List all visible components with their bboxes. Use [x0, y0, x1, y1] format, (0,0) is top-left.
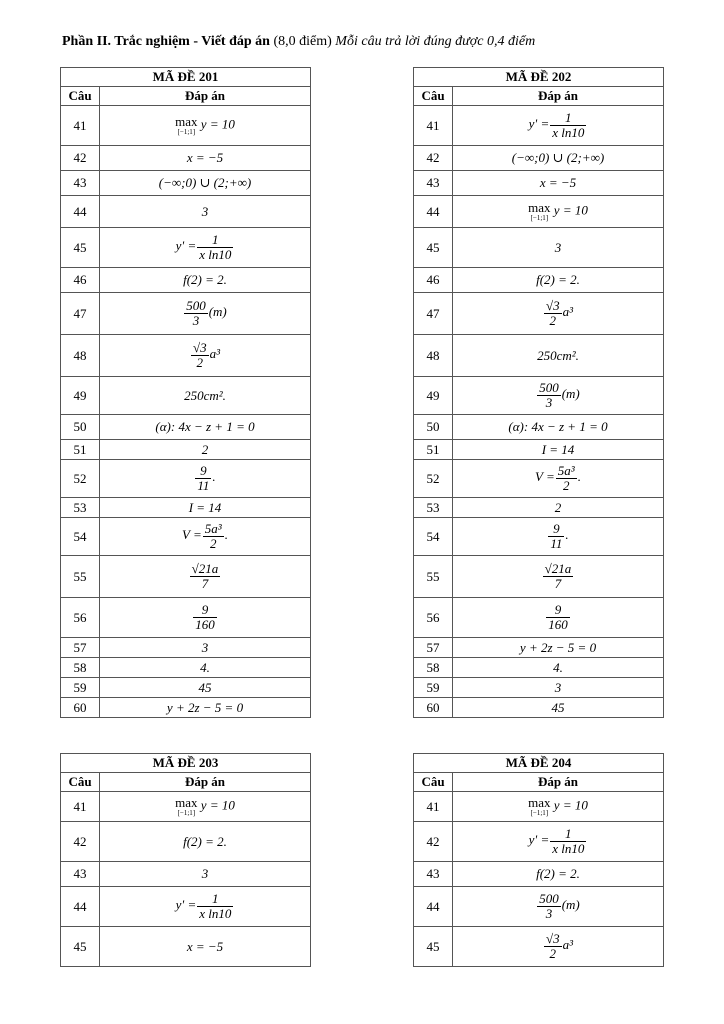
answer-text: 45 [551, 699, 565, 715]
answer-cell [100, 415, 311, 440]
fraction [537, 381, 561, 409]
question-number: 42 [61, 822, 100, 862]
fraction-numerator: √21a [544, 561, 572, 577]
answer-cell [100, 268, 311, 293]
table-row [61, 415, 311, 440]
question-number: 43 [414, 171, 453, 196]
answer-cell [100, 792, 311, 822]
answer-cell [453, 556, 664, 598]
answer-cell [453, 377, 664, 415]
answer-suffix: a³ [562, 937, 574, 953]
fraction [550, 827, 586, 855]
answer-cell [100, 658, 311, 678]
answer-text: 250cm². [184, 387, 226, 403]
question-number: 54 [61, 518, 100, 556]
question-number: 50 [414, 415, 453, 440]
table-row [61, 678, 311, 698]
table-row [61, 335, 311, 377]
answer-text: 3 [554, 679, 562, 695]
max-operator [528, 796, 550, 817]
answer-cell [453, 822, 664, 862]
question-number: 44 [414, 196, 453, 228]
answer-suffix: (m) [561, 386, 580, 402]
answer-cell [453, 196, 664, 228]
table-row [61, 887, 311, 927]
question-number: 44 [414, 887, 453, 927]
answer-suffix: a³ [209, 346, 221, 362]
table-row [414, 678, 664, 698]
fraction [543, 562, 574, 590]
question-number: 59 [61, 678, 100, 698]
fraction-denominator: 2 [544, 946, 562, 961]
max-label: max [528, 199, 551, 215]
question-number: 53 [61, 498, 100, 518]
table-row [414, 377, 664, 415]
question-number: 41 [61, 792, 100, 822]
answer-text: x = −5 [186, 150, 224, 165]
table-row [414, 146, 664, 171]
answer-text: I = 14 [188, 499, 222, 515]
col-header-question: Câu [61, 87, 100, 106]
answer-cell [453, 862, 664, 887]
answer-cell [100, 598, 311, 638]
max-label: max [175, 113, 198, 129]
table-row [61, 698, 311, 718]
question-number: 43 [61, 171, 100, 196]
fraction [197, 892, 233, 920]
table-row [414, 171, 664, 196]
answer-prefix: V = [182, 527, 202, 543]
table-row [414, 862, 664, 887]
fraction-denominator: 160 [195, 617, 215, 632]
answer-cell [453, 678, 664, 698]
question-number: 60 [61, 698, 100, 718]
question-number: 56 [414, 598, 453, 638]
fraction-denominator: 160 [548, 617, 568, 632]
answer-cell [100, 106, 311, 146]
fraction [550, 111, 586, 139]
table-row [61, 498, 311, 518]
fraction [537, 892, 561, 920]
fraction-denominator: 2 [203, 536, 224, 551]
fraction-numerator: 5a³ [204, 521, 222, 537]
fraction-denominator: 11 [550, 536, 563, 551]
question-number: 43 [414, 862, 453, 887]
fraction [191, 341, 209, 369]
table-row [61, 638, 311, 658]
answer-table-204 [413, 753, 664, 967]
question-number: 46 [414, 268, 453, 293]
max-operator [175, 115, 197, 136]
question-number: 44 [61, 196, 100, 228]
question-number: 43 [61, 862, 100, 887]
question-number: 51 [414, 440, 453, 460]
answer-text: 2 [554, 499, 562, 515]
answer-cell [453, 171, 664, 196]
table-row [61, 440, 311, 460]
answer-suffix: . [565, 527, 569, 543]
fraction-numerator: 5a³ [557, 463, 575, 479]
answer-cell [453, 518, 664, 556]
fraction [203, 522, 224, 550]
answer-cell [100, 698, 311, 718]
answer-table-201 [60, 67, 311, 718]
table-row [414, 460, 664, 498]
answer-cell [100, 822, 311, 862]
col-header-answer: Đáp án [453, 773, 664, 792]
answer-cell [100, 638, 311, 658]
table-row [61, 792, 311, 822]
answer-cell [100, 498, 311, 518]
fraction-denominator: 3 [537, 395, 561, 410]
question-number: 42 [414, 822, 453, 862]
answer-cell [453, 106, 664, 146]
max-expression: y = 10 [553, 797, 588, 813]
table-row [61, 268, 311, 293]
table-row [414, 658, 664, 678]
question-number: 59 [414, 678, 453, 698]
table-title: MÃ ĐỀ 201 [61, 68, 311, 87]
col-header-question: Câu [414, 773, 453, 792]
table-row [414, 415, 664, 440]
answer-text: 250cm². [537, 347, 579, 363]
fraction-numerator: 1 [565, 110, 572, 126]
table-row [414, 106, 664, 146]
fraction-numerator: 9 [554, 602, 562, 618]
fraction [556, 464, 577, 492]
question-number: 44 [61, 887, 100, 927]
max-interval: [−1;1] [530, 809, 549, 818]
answer-cell [453, 638, 664, 658]
question-number: 45 [61, 927, 100, 967]
question-number: 56 [61, 598, 100, 638]
question-number: 55 [61, 556, 100, 598]
question-number: 47 [414, 293, 453, 335]
question-number: 42 [61, 146, 100, 171]
answer-text: 45 [198, 679, 212, 695]
answer-suffix: (m) [208, 304, 227, 320]
answer-text: f(2) = 2. [536, 866, 580, 881]
question-number: 57 [61, 638, 100, 658]
question-number: 60 [414, 698, 453, 718]
answer-cell [100, 377, 311, 415]
question-number: 52 [61, 460, 100, 498]
table-row [61, 106, 311, 146]
table-title: MÃ ĐỀ 204 [414, 754, 664, 773]
fraction [184, 299, 208, 327]
fraction-denominator: 3 [537, 906, 561, 921]
col-header-question: Câu [61, 773, 100, 792]
answer-cell [100, 556, 311, 598]
table-row [61, 293, 311, 335]
section-heading [62, 34, 535, 50]
fraction [544, 932, 562, 960]
answer-table-203 [60, 753, 311, 967]
answer-cell [453, 335, 664, 377]
max-interval: [−1;1] [177, 128, 196, 137]
table-row [414, 268, 664, 293]
question-number: 46 [61, 268, 100, 293]
table-row [414, 518, 664, 556]
answer-text: I = 14 [541, 441, 575, 457]
table-row [414, 698, 664, 718]
table-row [61, 377, 311, 415]
answer-cell [100, 887, 311, 927]
answer-prefix: V = [535, 469, 555, 485]
answer-cell [453, 146, 664, 171]
max-operator [175, 796, 197, 817]
table-row [61, 556, 311, 598]
answer-text: 3 [554, 239, 562, 255]
section-title: Phần II. Trắc nghiệm - Viết đáp án [62, 34, 270, 49]
question-number: 45 [414, 228, 453, 268]
col-header-answer: Đáp án [453, 87, 664, 106]
max-expression: y = 10 [200, 116, 235, 132]
answer-text: 2 [201, 441, 209, 457]
table-row [61, 146, 311, 171]
max-operator [528, 201, 550, 222]
table-row [414, 822, 664, 862]
answer-cell [100, 196, 311, 228]
table-row [414, 228, 664, 268]
answer-cell [453, 598, 664, 638]
table-row [414, 638, 664, 658]
table-row [61, 460, 311, 498]
answer-cell [100, 335, 311, 377]
max-label: max [528, 794, 551, 810]
col-header-answer: Đáp án [100, 87, 311, 106]
question-number: 58 [414, 658, 453, 678]
max-expression: y = 10 [200, 797, 235, 813]
table-row [414, 196, 664, 228]
answer-suffix: . [224, 527, 228, 543]
answer-text: y + 2z − 5 = 0 [166, 699, 244, 715]
answer-cell [453, 698, 664, 718]
fraction-denominator: 2 [544, 313, 562, 328]
fraction-denominator: x ln10 [199, 247, 232, 262]
fraction-numerator: 500 [186, 298, 206, 314]
fraction-numerator: 500 [539, 380, 559, 396]
table-row [414, 293, 664, 335]
fraction-numerator: √3 [192, 340, 207, 356]
answer-text: (−∞;0) ∪ (2;+∞) [511, 150, 605, 165]
answer-text: 3 [201, 203, 209, 219]
table-row [414, 598, 664, 638]
answer-prefix: y' = [175, 238, 197, 254]
fraction [193, 603, 217, 631]
fraction-denominator: 2 [556, 478, 577, 493]
table-row [61, 228, 311, 268]
answer-text: y + 2z − 5 = 0 [519, 639, 597, 655]
table-title: MÃ ĐỀ 203 [61, 754, 311, 773]
question-number: 58 [61, 658, 100, 678]
fraction-numerator: 500 [539, 891, 559, 907]
question-number: 41 [414, 106, 453, 146]
question-number: 42 [414, 146, 453, 171]
question-number: 53 [414, 498, 453, 518]
question-number: 50 [61, 415, 100, 440]
answer-prefix: y' = [175, 897, 197, 913]
question-number: 41 [414, 792, 453, 822]
fraction-numerator: 9 [201, 602, 209, 618]
answer-cell [100, 678, 311, 698]
table-row [414, 498, 664, 518]
answer-text: x = −5 [186, 938, 224, 954]
fraction-denominator: 7 [543, 576, 574, 591]
fraction [548, 522, 564, 550]
answer-suffix: (m) [561, 897, 580, 913]
table-row [61, 658, 311, 678]
fraction-numerator: 9 [553, 521, 560, 537]
section-note: Mỗi câu trả lời đúng được 0,4 điểm [335, 34, 536, 49]
fraction-denominator: 7 [190, 576, 221, 591]
answer-suffix: . [577, 469, 581, 485]
answer-cell [453, 440, 664, 460]
table-row [414, 335, 664, 377]
max-interval: [−1;1] [177, 809, 196, 818]
answer-cell [100, 862, 311, 887]
answer-cell [100, 171, 311, 196]
question-number: 54 [414, 518, 453, 556]
answer-text: f(2) = 2. [183, 272, 227, 287]
question-number: 45 [61, 228, 100, 268]
max-expression: y = 10 [553, 202, 588, 218]
question-number: 48 [414, 335, 453, 377]
col-header-question: Câu [414, 87, 453, 106]
fraction-denominator: 11 [197, 478, 210, 493]
question-number: 47 [61, 293, 100, 335]
fraction-denominator: 2 [191, 355, 209, 370]
answer-cell [100, 228, 311, 268]
fraction [195, 464, 211, 492]
fraction-numerator: √3 [545, 298, 560, 314]
section-points: (8,0 điểm) [273, 34, 332, 49]
fraction-numerator: 1 [212, 891, 219, 907]
fraction-denominator: x ln10 [552, 841, 585, 856]
table-row [61, 518, 311, 556]
answer-prefix: y' = [528, 832, 550, 848]
question-number: 45 [414, 927, 453, 967]
fraction [546, 603, 570, 631]
table-row [414, 887, 664, 927]
col-header-answer: Đáp án [100, 773, 311, 792]
table-row [414, 556, 664, 598]
table-row [61, 822, 311, 862]
question-number: 51 [61, 440, 100, 460]
fraction [544, 299, 562, 327]
answer-text: 3 [201, 866, 209, 881]
answer-text: 4. [200, 659, 210, 675]
table-row [61, 598, 311, 638]
answer-text: f(2) = 2. [536, 272, 580, 287]
question-number: 55 [414, 556, 453, 598]
answer-cell [100, 293, 311, 335]
answer-text: 3 [201, 639, 209, 655]
table-row [61, 171, 311, 196]
answer-cell [453, 293, 664, 335]
answer-cell [453, 498, 664, 518]
question-number: 57 [414, 638, 453, 658]
table-row [61, 862, 311, 887]
answer-cell [453, 268, 664, 293]
fraction-denominator: x ln10 [552, 125, 585, 140]
table-row [61, 196, 311, 228]
answer-cell [453, 228, 664, 268]
answer-cell [453, 658, 664, 678]
question-number: 48 [61, 335, 100, 377]
question-number: 49 [61, 377, 100, 415]
table-row [414, 440, 664, 460]
table-row [61, 927, 311, 967]
fraction-denominator: 3 [184, 313, 208, 328]
table-title: MÃ ĐỀ 202 [414, 68, 664, 87]
answer-cell [100, 146, 311, 171]
answer-text: f(2) = 2. [183, 833, 227, 849]
fraction-denominator: x ln10 [199, 906, 232, 921]
fraction [197, 233, 233, 261]
table-row [414, 927, 664, 967]
fraction-numerator: 9 [200, 463, 207, 479]
answer-cell [453, 460, 664, 498]
answer-cell [453, 415, 664, 440]
max-label: max [175, 794, 198, 810]
answer-cell [453, 887, 664, 927]
question-number: 52 [414, 460, 453, 498]
fraction-numerator: √21a [191, 561, 219, 577]
fraction [190, 562, 221, 590]
max-interval: [−1;1] [530, 214, 549, 223]
table-row [414, 792, 664, 822]
fraction-numerator: √3 [545, 931, 560, 947]
answer-cell [100, 518, 311, 556]
answer-cell [100, 927, 311, 967]
answer-text: (α): 4x − z + 1 = 0 [155, 419, 255, 434]
answer-text: x = −5 [539, 175, 577, 190]
answer-suffix: . [212, 469, 216, 485]
answer-prefix: y' = [528, 116, 550, 132]
question-number: 49 [414, 377, 453, 415]
answer-table-202 [413, 67, 664, 718]
answer-cell [100, 440, 311, 460]
fraction-numerator: 1 [565, 826, 572, 842]
answer-text: (−∞;0) ∪ (2;+∞) [158, 175, 252, 190]
answer-text: (α): 4x − z + 1 = 0 [508, 419, 608, 434]
answer-cell [453, 792, 664, 822]
answer-cell [453, 927, 664, 967]
question-number: 41 [61, 106, 100, 146]
answer-cell [100, 460, 311, 498]
fraction-numerator: 1 [212, 232, 219, 248]
answer-suffix: a³ [562, 304, 574, 320]
answer-text: 4. [553, 659, 563, 675]
